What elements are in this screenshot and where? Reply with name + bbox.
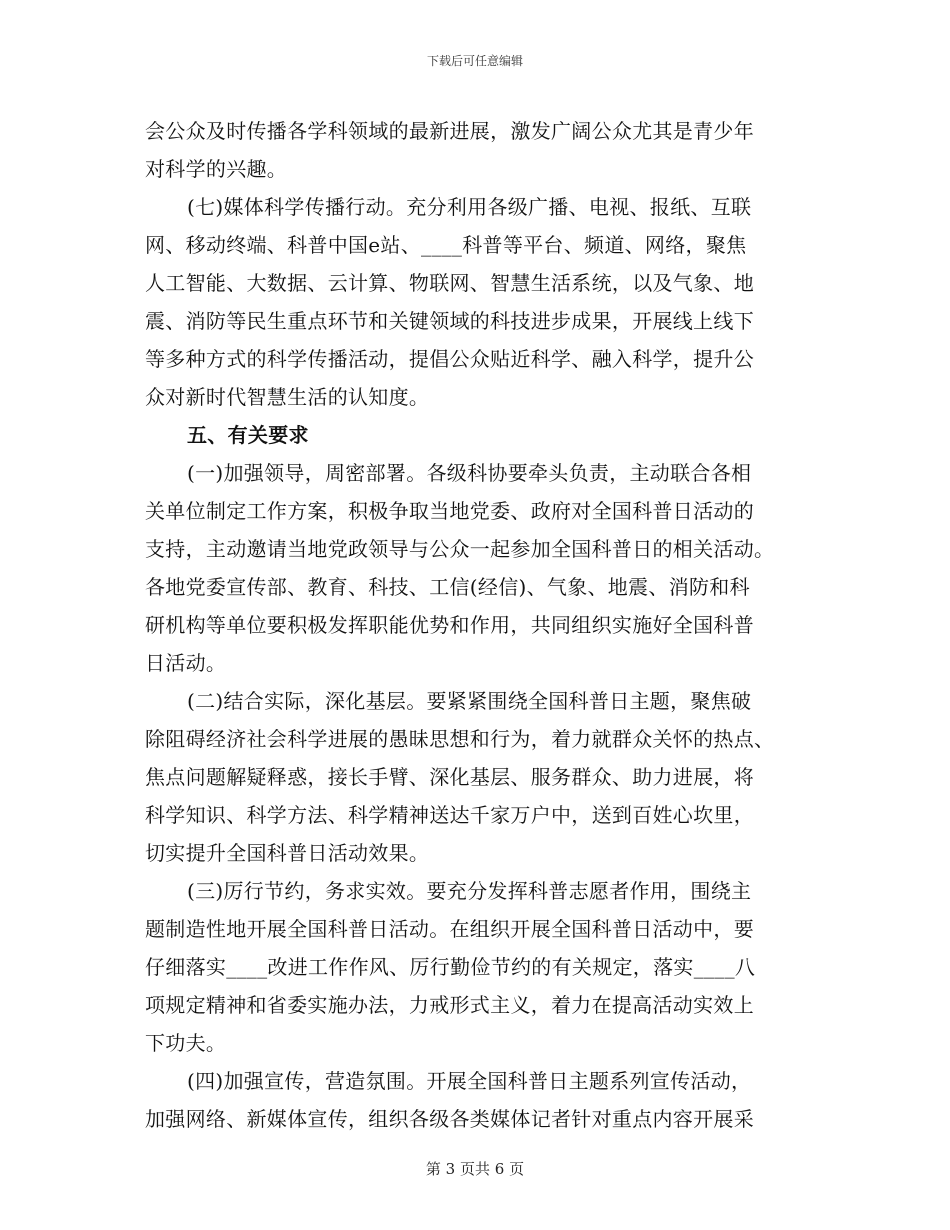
document-body [145,112,795,1138]
body-line: 对科学的兴趣。 [145,157,288,181]
paragraph-start: (一)加强领导，周密部署。各级科协要牵头负责，主动联合各相 [187,461,752,485]
body-line: 关单位制定工作方案，积极争取当地党委、政府对全国科普日活动的 [145,499,754,523]
body-line: 研机构等单位要积极发挥职能优势和作用，共同组织实施好全国科普 [145,613,754,637]
body-line: 各地党委宣传部、教育、科技、工信(经信)、气象、地震、消防和科 [145,575,750,599]
page-header: 下载后可任意编辑 [426,54,523,68]
body-line: 会公众及时传播各学科领域的最新进展，激发广阔公众尤其是青少年 [145,119,754,143]
body-line: 众对新时代智慧生活的认知度。 [145,385,430,409]
body-line: 题制造性地开展全国科普日活动。在组织开展全国科普日活动中，要 [145,917,754,941]
body-line: 科学知识、科学方法、科学精神送达千家万户中，送到百姓心坎里， [145,803,754,827]
page-number: 第 3 页共 6 页 [425,1160,525,1178]
paragraph-start: (三)厉行节约，务求实效。要充分发挥科普志愿者作用，围绕主 [187,879,752,903]
body-line: 网、移动终端、科普中国e站、____科普等平台、频道、网络，聚焦 [145,233,747,257]
body-line: 人工智能、大数据、云计算、物联网、智慧生活系统，以及气象、地 [145,271,754,295]
paragraph-start: (四)加强宣传，营造氛围。开展全国科普日主题系列宣传活动， [187,1069,752,1093]
paragraph-start: (二)结合实际，深化基层。要紧紧围绕全国科普日主题，聚焦破 [187,689,752,713]
body-line: 下功夫。 [145,1031,227,1055]
body-line: 等多种方式的科学传播活动，提倡公众贴近科学、融入科学，提升公 [145,347,754,371]
body-line: 仔细落实____改进工作作风、厉行勤俭节约的有关规定，落实____八 [145,955,756,979]
paragraph-start: (七)媒体科学传播行动。充分利用各级广播、电视、报纸、互联 [187,195,752,219]
body-line: 震、消防等民生重点环节和关键领域的科技进步成果，开展线上线下 [145,309,754,333]
section-heading: 五、有关要求 [187,423,309,447]
body-line: 项规定精神和省委实施办法，力戒形式主义，着力在提高活动实效上 [145,993,754,1017]
body-line: 加强网络、新媒体宣传，组织各级各类媒体记者针对重点内容开展采 [145,1107,754,1131]
body-line: 日活动。 [145,651,227,675]
body-line: 切实提升全国科普日活动效果。 [145,841,430,865]
body-line: 焦点问题解疑释惑，接长手臂、深化基层、服务群众、助力进展，将 [145,765,754,789]
body-line: 支持，主动邀请当地党政领导与公众一起参加全国科普日的相关活动。 [145,537,775,561]
body-line: 除阻碍经济社会科学进展的愚昧思想和行为，着力就群众关怀的热点、 [145,727,775,751]
